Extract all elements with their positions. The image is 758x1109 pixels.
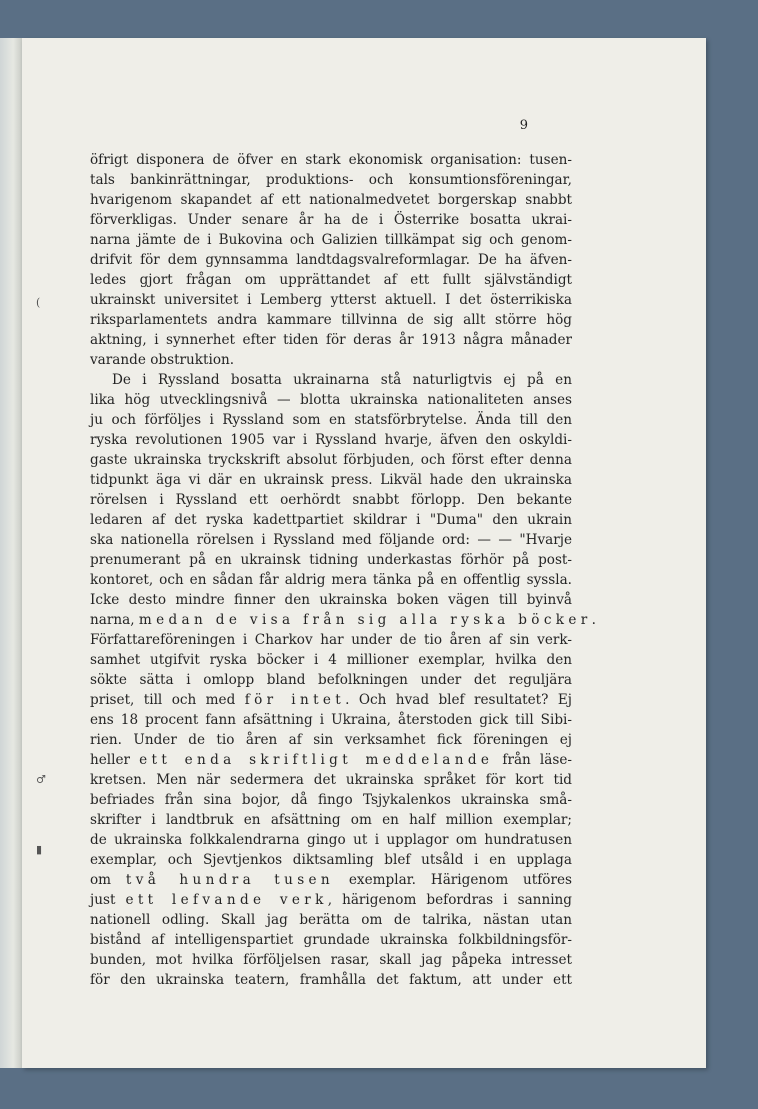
text-segment: heller	[90, 752, 140, 768]
text-segment: öfrigt disponera de öfver en stark ekonomisk organisation: tusen-	[90, 152, 572, 168]
text-line	[90, 350, 572, 370]
text-line	[90, 830, 572, 850]
text-line	[90, 750, 572, 770]
spaced-emphasis: för intet	[244, 692, 346, 708]
page-number: 9	[519, 118, 528, 133]
text-line	[90, 230, 572, 250]
text-line	[90, 550, 572, 570]
text-segment: rien. Under de tio åren af sin verksamhet fick föreningen ej	[90, 732, 572, 748]
text-line	[90, 810, 572, 830]
text-segment: om	[90, 872, 126, 888]
text-line	[90, 430, 572, 450]
margin-mark: ▮	[36, 843, 43, 856]
text-line	[90, 290, 572, 310]
text-line	[90, 590, 572, 610]
text-segment: tidpunkt äga vi där en ukrainsk press. Likväl hade den ukrainska	[90, 472, 572, 488]
text-segment: sökte sätta i omlopp bland befolkningen under det reguljära	[90, 672, 572, 688]
text-segment: från läse-	[493, 752, 572, 768]
text-segment: gaste ukrainska tryckskrift absolut förbjuden, och först efter denna	[90, 452, 572, 468]
text-segment: rörelsen i Ryssland ett oerhördt snabbt förlopp. Den bekante	[90, 492, 572, 508]
text-segment: narna,	[90, 612, 139, 628]
text-segment: exemplar. Härigenom utföres	[334, 872, 573, 888]
margin-mark: (	[36, 296, 41, 309]
text-line	[90, 530, 572, 550]
text-segment: tals bankinrättningar, produktions- och konsumtionsföreningar,	[90, 172, 572, 188]
book-page	[22, 38, 706, 1068]
margin-mark: ♂	[36, 773, 46, 786]
text-line	[90, 850, 572, 870]
text-line	[90, 190, 572, 210]
text-segment: riksparlamentets andra kammare tillvinna de sig allt större hög	[90, 312, 572, 328]
scan-left-edge	[0, 38, 23, 1068]
text-segment: de ukrainska folkkalendrarna gingo ut i upplagor om hundratusen	[90, 832, 572, 848]
text-segment: just	[90, 892, 126, 908]
text-segment: aktning, i synnerhet efter tiden för deras år 1913 några månader	[90, 332, 572, 348]
text-line	[90, 890, 572, 910]
text-segment: befriades från sina bojor, då fingo Tsjykalenkos ukrainska små-	[90, 792, 572, 808]
text-segment: drifvit för dem gynnsamma landtdagsvalreformlagar. De ha äfven-	[90, 252, 572, 268]
text-segment: priset, till och med	[90, 692, 245, 708]
text-segment: ska nationella rörelsen i Ryssland med följande ord: — — "Hvarje	[90, 532, 572, 548]
text-line	[90, 150, 572, 170]
text-line	[90, 790, 572, 810]
text-line	[90, 390, 572, 410]
text-line	[90, 250, 572, 270]
text-line	[90, 870, 572, 890]
text-segment: ens 18 procent fann afsättning i Ukraina, återstoden gick till Sibi-	[90, 712, 572, 728]
text-line	[90, 330, 572, 350]
spaced-emphasis: två hundra tusen	[125, 872, 335, 888]
text-line	[90, 630, 572, 650]
text-line	[90, 710, 572, 730]
text-segment: lika hög utvecklingsnivå — blotta ukrainska nationaliteten anses	[90, 392, 572, 408]
text-segment: nationell odling. Skall jag berätta om de talrika, nästan utan	[90, 912, 572, 928]
spaced-emphasis: ett enda skriftligt meddelande	[139, 752, 494, 768]
text-segment: ledes gjort frågan om upprättandet af ett fullt självständigt	[90, 272, 572, 288]
text-line	[90, 510, 572, 530]
text-line	[90, 210, 572, 230]
text-segment: narna jämte de i Bukovina och Galizien tillkämpat sig och genom-	[90, 232, 572, 248]
text-segment: skrifter i landtbruk en afsättning om en half million exemplar;	[90, 812, 572, 828]
text-line	[90, 170, 572, 190]
text-line	[90, 690, 572, 710]
text-segment: hvarigenom skapandet af ett nationalmedvetet borgerskap snabbt	[90, 192, 572, 208]
text-segment: , härigenom befordras i sanning	[327, 892, 573, 908]
text-segment: samhet utgifvit ryska böcker i 4 millioner exemplar, hvilka den	[90, 652, 572, 668]
text-segment: för den ukrainska teatern, framhålla det faktum, att under ett	[90, 972, 572, 988]
text-line	[90, 450, 572, 470]
text-line	[90, 670, 572, 690]
text-line	[90, 650, 572, 670]
text-segment: De i Ryssland bosatta ukrainarna stå naturligtvis ej på en	[112, 372, 572, 388]
body-text	[90, 150, 596, 990]
text-segment: exemplar, och Sjevtjenkos diktsamling blef utsåld i en upplaga	[90, 852, 572, 868]
text-segment: .	[591, 612, 596, 628]
text-segment: ryska revolutionen 1905 var i Ryssland hvarje, äfven den oskyldi-	[90, 432, 572, 448]
text-line	[90, 730, 572, 750]
text-segment: ukrainskt universitet i Lemberg ytterst aktuell. I det österrikiska	[90, 292, 572, 308]
text-line	[90, 270, 572, 290]
text-segment: Författareföreningen i Charkov har under de tio åren af sin verk-	[90, 632, 572, 648]
text-segment: bistånd af intelligenspartiet grundade ukrainska folkbildningsför-	[90, 932, 572, 948]
text-segment: varande obstruktion.	[90, 352, 235, 368]
text-segment: ju och förföljes i Ryssland som en statsförbrytelse. Ända till den	[90, 412, 572, 428]
spaced-emphasis: medan de visa från sig alla ryska böcker	[138, 612, 592, 628]
text-line	[90, 410, 572, 430]
text-line	[90, 470, 572, 490]
text-segment: ledaren af det ryska kadettpartiet skildrar i "Duma" den ukrain	[90, 512, 572, 528]
text-segment: förverkligas. Under senare år ha de i Österrike bosatta ukrai-	[90, 212, 572, 228]
text-line	[90, 770, 572, 790]
text-line	[90, 490, 572, 510]
text-segment: kontoret, och en sådan får aldrig mera tänka på en offentlig syssla.	[90, 572, 572, 588]
text-line	[90, 570, 572, 590]
text-line	[90, 910, 572, 930]
text-line	[90, 610, 596, 630]
text-segment: prenumerant på en ukrainsk tidning underkastas förhör på post-	[90, 552, 572, 568]
text-segment: Icke desto mindre finner den ukrainska boken vägen till byinvå	[90, 592, 572, 608]
text-segment: . Och hvad blef resultatet? Ej	[345, 692, 572, 708]
text-line	[90, 370, 572, 390]
text-segment: kretsen. Men när sedermera det ukrainska språket för kort tid	[90, 772, 572, 788]
spaced-emphasis: ett lefvande verk	[125, 892, 328, 908]
text-line	[90, 950, 572, 970]
text-line	[90, 310, 572, 330]
text-segment: bunden, mot hvilka förföljelsen rasar, skall jag påpeka intresset	[90, 952, 572, 968]
text-line	[90, 970, 572, 990]
text-line	[90, 930, 572, 950]
